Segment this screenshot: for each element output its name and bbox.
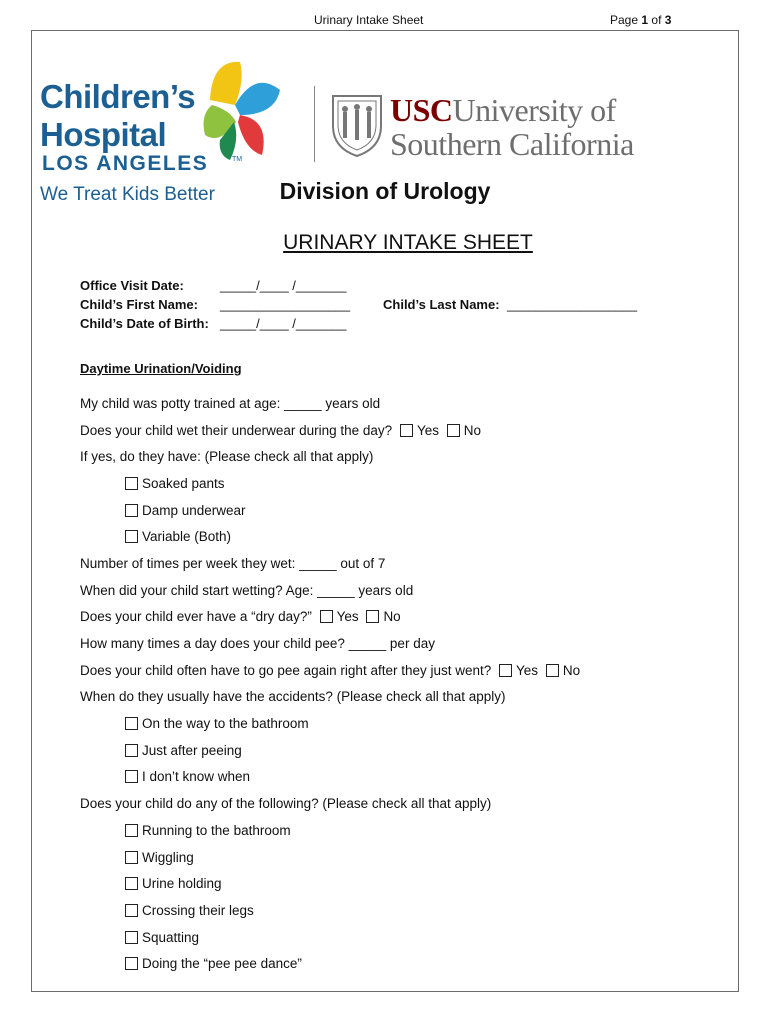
pee-times-question: How many times a day does your child pee? _____ per day bbox=[80, 636, 435, 651]
wiggling-checkbox[interactable] bbox=[125, 851, 138, 864]
dont-know-label: I don’t know when bbox=[142, 769, 251, 784]
pee-pee-dance-checkbox[interactable] bbox=[125, 957, 138, 970]
chla-tagline: We Treat Kids Better bbox=[40, 184, 215, 205]
dry-day-text: Does your child ever have a “dry day?” bbox=[80, 609, 312, 624]
division-title: Division of Urology bbox=[279, 178, 491, 204]
page-prefix: Page bbox=[610, 13, 639, 27]
way-to-bathroom-label: On the way to the bathroom bbox=[142, 716, 309, 731]
wet-day-text: Does your child wet their underwear during the day? bbox=[80, 423, 393, 438]
start-wetting-question: When did your child start wetting? Age: _____ years old bbox=[80, 583, 414, 598]
behaviors-question: Does your child do any of the following? (Please check all that apply) bbox=[80, 796, 492, 811]
damp-underwear-checkbox[interactable] bbox=[125, 504, 138, 517]
wet-day-no-label: No bbox=[463, 423, 482, 438]
option-running bbox=[125, 823, 291, 838]
first-name-label: Child’s First Name: bbox=[80, 297, 198, 312]
damp-underwear-label: Damp underwear bbox=[142, 503, 246, 518]
pee-again-no-label: No bbox=[562, 663, 581, 678]
pee-pee-dance-label: Doing the “pee pee dance” bbox=[142, 956, 302, 971]
dry-day-no-label: No bbox=[383, 609, 401, 624]
crossing-legs-label: Crossing their legs bbox=[142, 903, 254, 918]
squatting-checkbox[interactable] bbox=[125, 931, 138, 944]
dob-label: Child’s Date of Birth: bbox=[80, 316, 209, 331]
option-soaked-pants bbox=[125, 476, 225, 491]
usc-seal-icon bbox=[330, 92, 384, 158]
pee-again-yes-checkbox[interactable] bbox=[499, 664, 512, 677]
dry-day-question bbox=[80, 609, 401, 624]
way-to-bathroom-checkbox[interactable] bbox=[125, 717, 138, 730]
chla-name-line3: LOS ANGELES bbox=[42, 152, 209, 175]
visit-date-label: Office Visit Date: bbox=[80, 278, 184, 293]
wet-day-no-checkbox[interactable] bbox=[447, 424, 460, 437]
running-checkbox[interactable] bbox=[125, 824, 138, 837]
potty-trained-question: My child was potty trained at age: _____ years old bbox=[80, 396, 381, 411]
visit-date-field[interactable]: _____/____ /_______ bbox=[220, 278, 347, 293]
logo-divider bbox=[314, 86, 315, 162]
trademark-mark: TM bbox=[232, 156, 243, 163]
dry-day-yes-label: Yes bbox=[336, 609, 359, 624]
after-peeing-checkbox[interactable] bbox=[125, 744, 138, 757]
pee-again-yes-label: Yes bbox=[516, 663, 539, 678]
crossing-legs-checkbox[interactable] bbox=[125, 904, 138, 917]
sheet-title: URINARY INTAKE SHEET bbox=[283, 231, 533, 254]
variable-label: Variable (Both) bbox=[142, 529, 232, 544]
dry-day-no-checkbox[interactable] bbox=[366, 610, 379, 623]
pee-again-no-checkbox[interactable] bbox=[546, 664, 559, 677]
chla-name-line1: Children’s bbox=[40, 78, 196, 115]
times-week-question: Number of times per week they wet: _____ out of 7 bbox=[80, 556, 386, 571]
page-number bbox=[610, 13, 671, 27]
option-wiggling bbox=[125, 850, 194, 865]
urine-holding-checkbox[interactable] bbox=[125, 877, 138, 890]
squatting-label: Squatting bbox=[142, 930, 200, 945]
accidents-question: When do they usually have the accidents? (Please check all that apply) bbox=[80, 689, 506, 704]
pee-again-question bbox=[80, 663, 580, 678]
option-crossing-legs bbox=[125, 903, 254, 918]
option-way-to-bathroom bbox=[125, 716, 309, 731]
page-of: of bbox=[651, 13, 662, 27]
soaked-pants-label: Soaked pants bbox=[142, 476, 225, 491]
option-after-peeing bbox=[125, 743, 242, 758]
variable-checkbox[interactable] bbox=[125, 530, 138, 543]
usc-university: University of bbox=[452, 92, 616, 128]
running-label: Running to the bathroom bbox=[142, 823, 291, 838]
usc-name-line1 bbox=[390, 92, 616, 129]
dob-field[interactable]: _____/____ /_______ bbox=[220, 316, 347, 331]
chla-name-line2: Hospital bbox=[40, 116, 167, 153]
option-squatting bbox=[125, 930, 199, 945]
section-title: Daytime Urination/Voiding bbox=[80, 361, 242, 376]
pee-again-text: Does your child often have to go pee again right after they just went? bbox=[80, 663, 492, 678]
option-dont-know bbox=[125, 769, 250, 784]
butterfly-icon bbox=[200, 60, 285, 170]
soaked-pants-checkbox[interactable] bbox=[125, 477, 138, 490]
dont-know-checkbox[interactable] bbox=[125, 770, 138, 783]
page-header-title: Urinary Intake Sheet bbox=[314, 13, 424, 27]
wiggling-label: Wiggling bbox=[142, 850, 194, 865]
option-urine-holding bbox=[125, 876, 222, 891]
after-peeing-label: Just after peeing bbox=[142, 743, 242, 758]
wet-day-yes-checkbox[interactable] bbox=[400, 424, 413, 437]
wet-day-question bbox=[80, 423, 481, 438]
if-yes-question: If yes, do they have: (Please check all that apply) bbox=[80, 449, 374, 464]
option-pee-pee-dance bbox=[125, 956, 302, 971]
first-name-field[interactable]: __________________ bbox=[220, 297, 351, 312]
page-total: 3 bbox=[664, 13, 672, 27]
usc-abbrev: USC bbox=[390, 92, 453, 128]
wet-day-yes-label: Yes bbox=[416, 423, 439, 438]
urine-holding-label: Urine holding bbox=[142, 876, 222, 891]
option-damp-underwear bbox=[125, 503, 246, 518]
last-name-label: Child’s Last Name: bbox=[383, 297, 500, 312]
option-variable bbox=[125, 529, 231, 544]
usc-logo bbox=[330, 92, 660, 162]
page-current: 1 bbox=[641, 13, 649, 27]
usc-name-line2: Southern California bbox=[390, 126, 634, 162]
dry-day-yes-checkbox[interactable] bbox=[320, 610, 333, 623]
last-name-field[interactable]: __________________ bbox=[507, 297, 638, 312]
